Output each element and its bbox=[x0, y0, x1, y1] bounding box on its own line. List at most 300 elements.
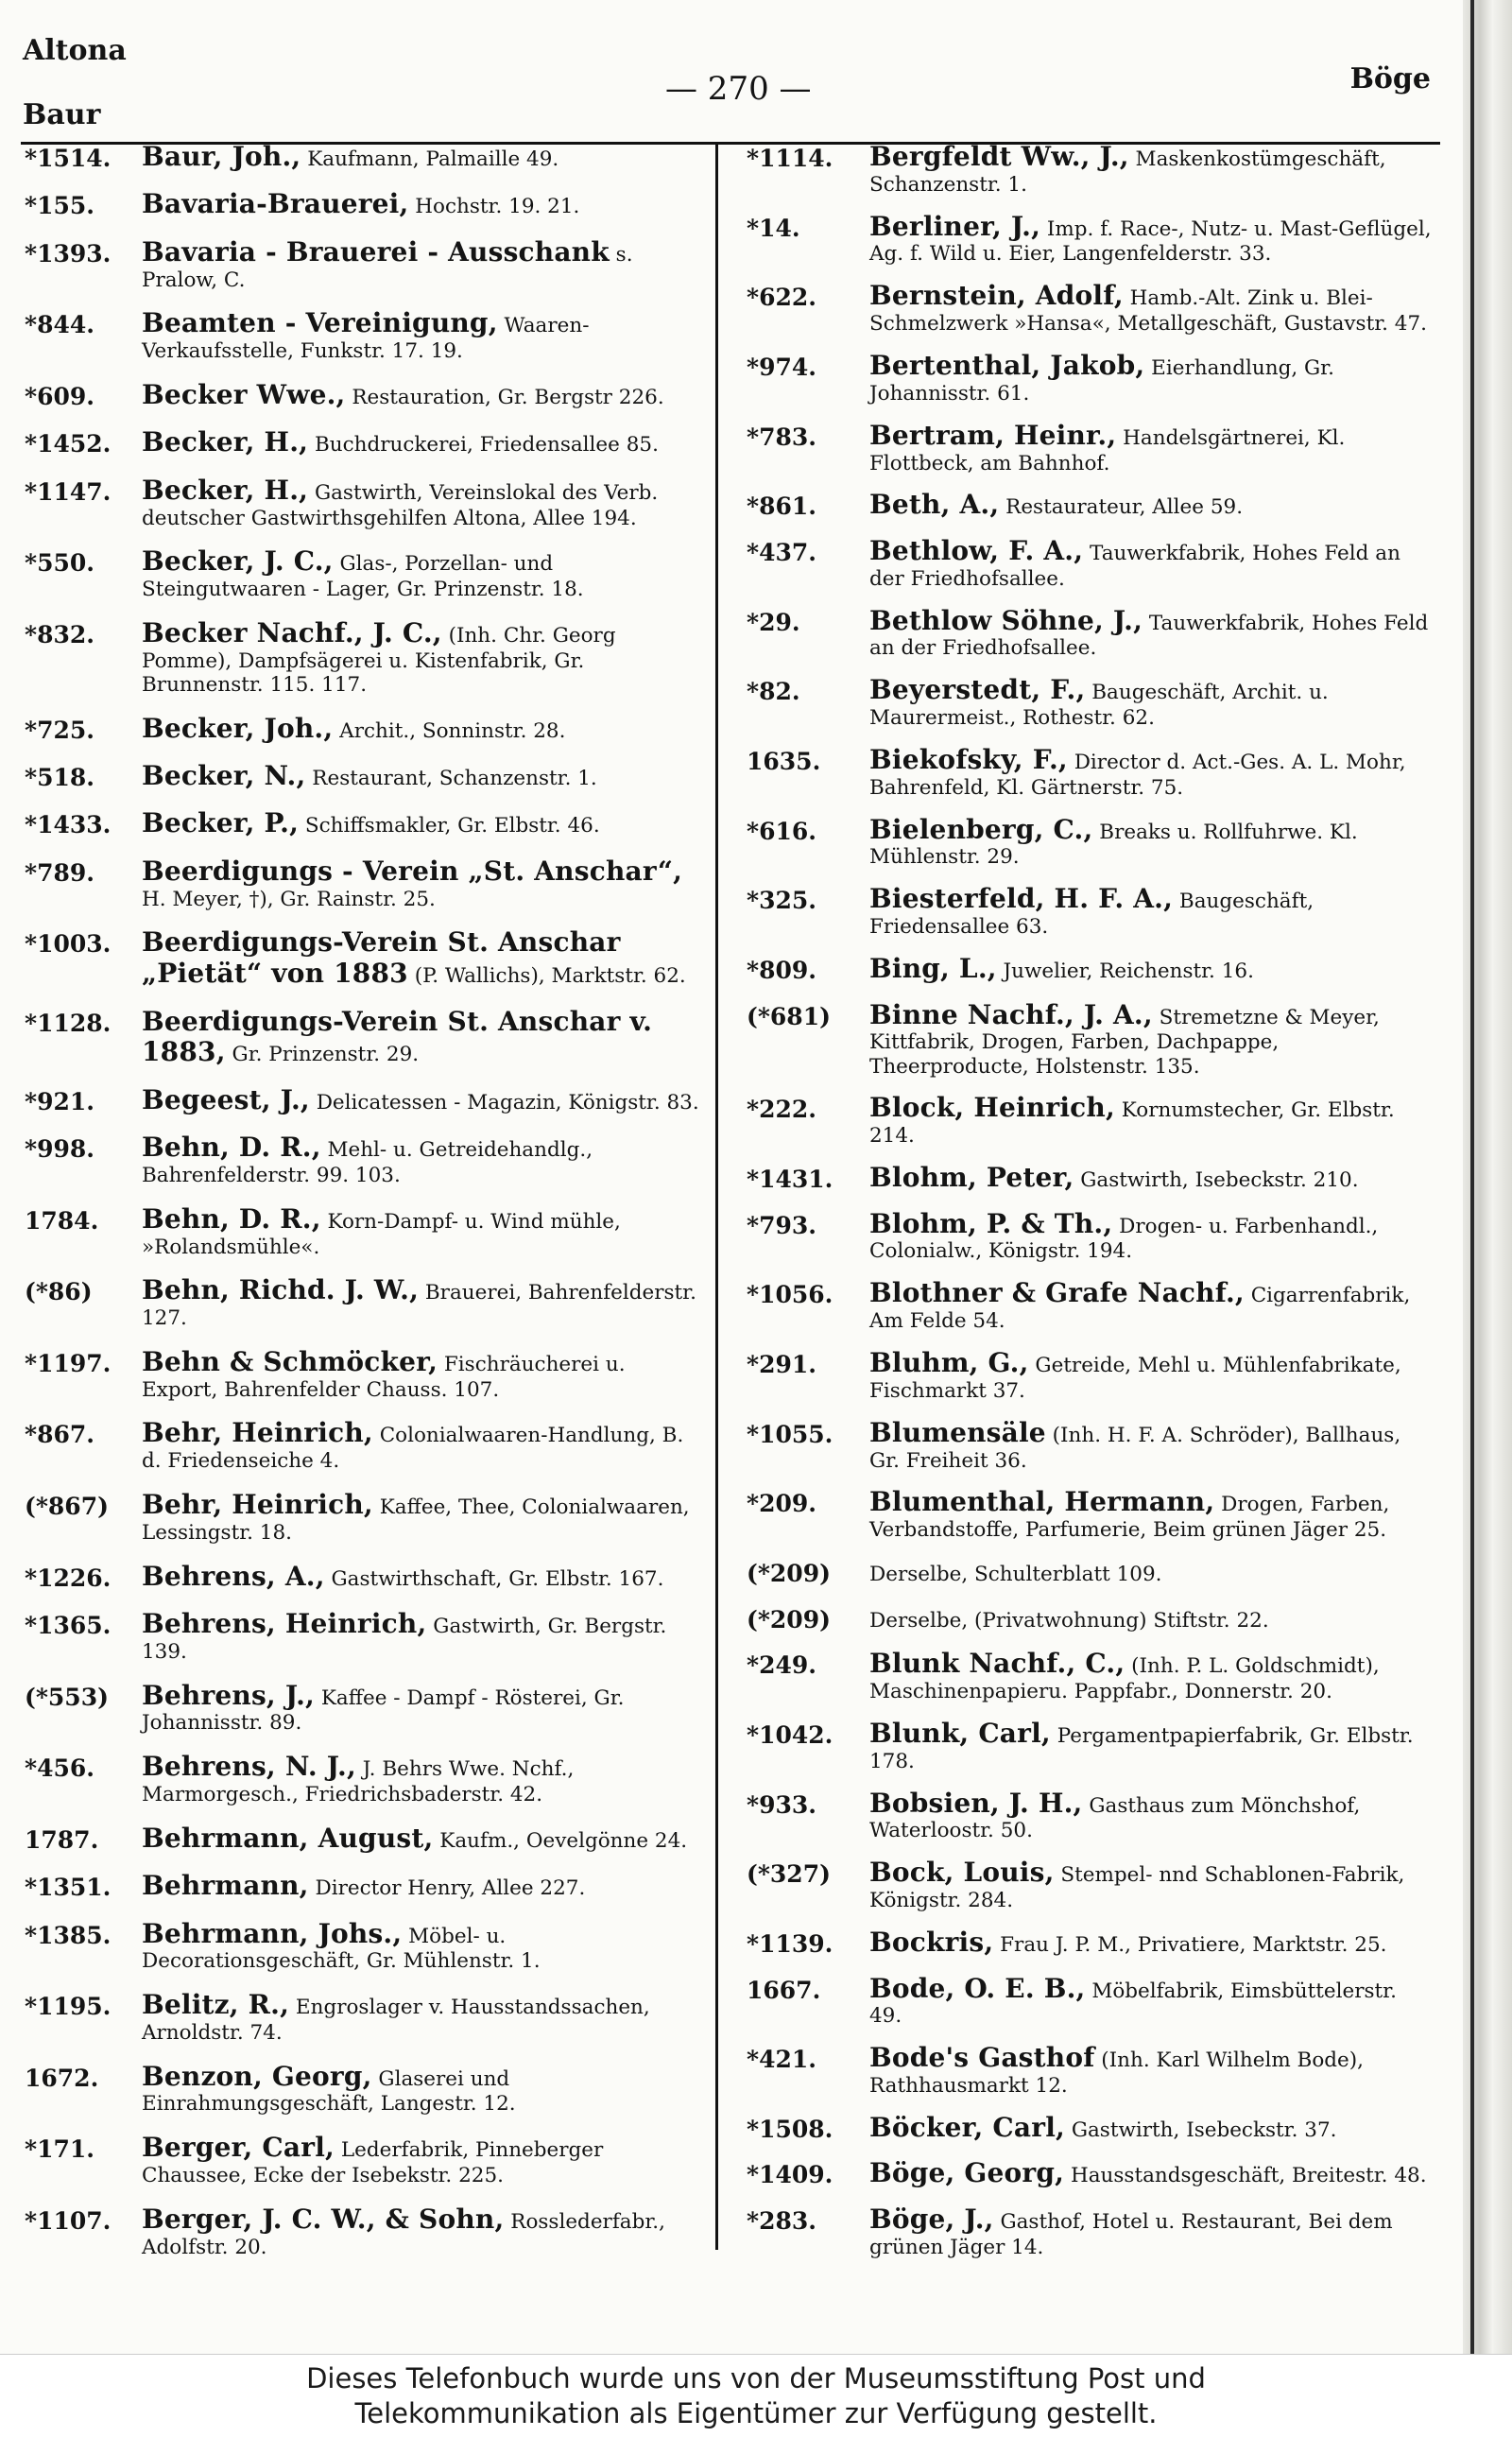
entry-name: Becker, Joh., bbox=[142, 712, 334, 744]
entry-name: Bethlow, F. A., bbox=[869, 534, 1084, 566]
entry-phone-number: *518. bbox=[25, 764, 94, 792]
entry-details: Stremetzne & Meyer, Kittfabrik, Drogen, Farben, Dachpappe, Theerproducte, Holstenstr. 135. bbox=[869, 1005, 1380, 1079]
entry-text bbox=[142, 1418, 707, 1473]
entry-name: Behrens, J., bbox=[142, 1679, 315, 1711]
directory-entry bbox=[747, 954, 1435, 985]
directory-entry bbox=[747, 1927, 1435, 1959]
entry-text bbox=[869, 1093, 1435, 1148]
entry-phone-number: (*209) bbox=[747, 1605, 831, 1633]
entry-details: Kaffee, Thee, Colonialwaaren, Lessingstr. 18. bbox=[142, 1495, 690, 1545]
entry-name: Beerdigungs-Verein St. Anschar „Pietät“ von 1883 bbox=[142, 926, 621, 990]
entry-text bbox=[869, 351, 1435, 406]
entry-text bbox=[142, 1871, 707, 1902]
entry-name: Bielenberg, C., bbox=[869, 813, 1093, 845]
entry-phone-number: (*86) bbox=[25, 1278, 93, 1306]
entry-name: Blohm, Peter, bbox=[869, 1162, 1074, 1194]
entry-text bbox=[142, 618, 707, 697]
entry-name: Beyerstedt, F., bbox=[869, 674, 1086, 706]
entry-text bbox=[869, 1927, 1435, 1959]
directory-entry bbox=[747, 1348, 1435, 1403]
entry-text bbox=[142, 808, 707, 839]
entry-phone-number: *1393. bbox=[25, 239, 112, 268]
directory-entry bbox=[25, 808, 707, 839]
entry-details: Möbel- u. Decorationsgeschäft, Gr. Mühlenstr. 1. bbox=[142, 1924, 541, 1974]
entry-details: Mehl- u. Getreidehandlg., Bahrenfelderstr. 99. 103. bbox=[142, 1138, 593, 1187]
entry-phone-number: *456. bbox=[25, 1754, 94, 1783]
entry-name: Beerdigungs-Verein St. Anschar v. 1883, bbox=[142, 1005, 653, 1068]
entry-text bbox=[869, 1974, 1435, 2029]
entry-text bbox=[869, 2113, 1435, 2144]
entry-details: Lederfabrik, Pinneberger Chaussee, Ecke der Isebekstr. 225. bbox=[142, 2138, 604, 2187]
entry-phone-number: 1635. bbox=[747, 748, 821, 776]
entry-details: Tauwerkfabrik, Hohes Feld an der Friedhofsallee. bbox=[869, 611, 1429, 661]
entry-text bbox=[142, 2062, 707, 2117]
entry-name: Blothner & Grafe Nachf., bbox=[869, 1277, 1245, 1309]
entry-details: Fischräucherei u. Export, Bahrenfelder Chauss. 107. bbox=[142, 1352, 626, 1402]
entry-phone-number: *1514. bbox=[25, 145, 112, 172]
entry-name: Bobsien, J. H., bbox=[869, 1787, 1083, 1819]
entry-details: Eierhandlung, Gr. Johannisstr. 61. bbox=[869, 356, 1334, 406]
entry-name: Bertram, Heinr., bbox=[869, 419, 1117, 451]
entry-name: Blohm, P. & Th., bbox=[869, 1207, 1113, 1239]
entry-phone-number: *82. bbox=[747, 678, 800, 706]
entry-phone-number: *844. bbox=[25, 311, 94, 339]
entry-details: (Inh. Karl Wilhelm Bode), Rathhausmarkt 12. bbox=[869, 2048, 1364, 2098]
entry-text bbox=[142, 427, 707, 458]
entry-phone-number: *550. bbox=[25, 549, 94, 578]
entry-details: Restaurant, Schanzenstr. 1. bbox=[305, 767, 597, 791]
entry-phone-number: *1197. bbox=[25, 1349, 112, 1377]
directory-entry bbox=[747, 1163, 1435, 1194]
entry-text bbox=[869, 1557, 1435, 1588]
entry-details: Delicatessen - Magazin, Königstr. 83. bbox=[309, 1090, 699, 1115]
entry-details: Derselbe, Schulterblatt 109. bbox=[869, 1563, 1162, 1587]
entry-text bbox=[142, 1085, 707, 1116]
directory-entry bbox=[747, 2113, 1435, 2144]
directory-entry bbox=[25, 427, 707, 458]
entry-text bbox=[142, 1609, 707, 1664]
entry-name: Böge, J., bbox=[869, 2204, 994, 2236]
entry-text bbox=[869, 1487, 1435, 1542]
entry-name: Bertenthal, Jakob, bbox=[869, 350, 1145, 382]
entry-name: Benzon, Georg, bbox=[142, 2060, 372, 2092]
directory-entry bbox=[747, 1603, 1435, 1634]
entry-text bbox=[142, 546, 707, 601]
entry-name: Behr, Heinrich, bbox=[142, 1417, 373, 1449]
entry-phone-number: *1107. bbox=[25, 2206, 112, 2235]
entry-name: Bavaria-Brauerei, bbox=[142, 188, 409, 220]
entry-name: Bode's Gasthof bbox=[869, 2042, 1095, 2074]
entry-phone-number: *325. bbox=[747, 887, 816, 915]
directory-entry bbox=[25, 1007, 707, 1069]
entry-text bbox=[869, 954, 1435, 985]
directory-entry bbox=[25, 1990, 707, 2045]
directory-entry bbox=[747, 1418, 1435, 1473]
entry-phone-number: *209. bbox=[747, 1490, 816, 1518]
entry-text bbox=[869, 675, 1435, 730]
entry-details: Baugeschäft, Archit. u. Maurermeist., Rothestr. 62. bbox=[869, 681, 1329, 731]
header-page-number: — 270 — bbox=[665, 70, 812, 108]
entry-name: Biesterfeld, H. F. A., bbox=[869, 883, 1174, 915]
entry-details: Juwelier, Reichenstr. 16. bbox=[996, 959, 1254, 984]
directory-entry bbox=[25, 237, 707, 292]
entry-details: Engroslager v. Hausstandssachen, Arnoldstr. 74. bbox=[142, 1996, 650, 2045]
entry-details: Derselbe, (Privatwohnung) Stiftstr. 22. bbox=[869, 1608, 1269, 1633]
entry-text bbox=[142, 761, 707, 792]
directory-entry bbox=[747, 2204, 1435, 2259]
entry-name: Becker, H., bbox=[142, 426, 309, 458]
entry-name: Behn, D. R., bbox=[142, 1202, 321, 1235]
entry-text bbox=[869, 1278, 1435, 1333]
entry-phone-number: *1147. bbox=[25, 477, 112, 506]
entry-details: Director d. Act.-Ges. A. L. Mohr, Bahrenfeld, Kl. Gärtnerstr. 75. bbox=[869, 751, 1406, 800]
entry-details: Gastwirth, Isebeckstr. 210. bbox=[1074, 1168, 1359, 1193]
entry-details: J. Behrs Wwe. Nchf., Marmorgesch., Friedrichsbaderstr. 42. bbox=[142, 1757, 575, 1806]
directory-entry bbox=[747, 884, 1435, 939]
entry-name: Block, Heinrich, bbox=[869, 1092, 1115, 1124]
entry-text bbox=[869, 1603, 1435, 1634]
directory-entry bbox=[747, 536, 1435, 591]
entry-details: Möbelfabrik, Eimsbüttelerstr. 49. bbox=[869, 1979, 1397, 2029]
directory-entry bbox=[25, 189, 707, 220]
entry-phone-number: (*681) bbox=[747, 1002, 831, 1030]
entry-details: Breaks u. Rollfuhrwe. Kl. Mühlenstr. 29. bbox=[869, 820, 1358, 870]
entry-phone-number: *1055. bbox=[747, 1420, 833, 1448]
entry-phone-number: *1508. bbox=[747, 2115, 833, 2143]
entry-name: Behn, D. R., bbox=[142, 1132, 321, 1164]
entry-text bbox=[869, 2204, 1435, 2259]
entry-name: Becker Nachf., J. C., bbox=[142, 616, 442, 648]
entry-name: Böge, Georg, bbox=[869, 2157, 1065, 2189]
entry-text bbox=[869, 745, 1435, 800]
directory-entry bbox=[25, 1562, 707, 1593]
entry-phone-number: *1003. bbox=[25, 930, 112, 959]
entry-details: Restauration, Gr. Bergstr 226. bbox=[345, 385, 664, 409]
directory-entry bbox=[25, 761, 707, 792]
entry-name: Beth, A., bbox=[869, 489, 1000, 521]
entry-phone-number: *789. bbox=[25, 858, 94, 887]
directory-entry bbox=[25, 380, 707, 411]
directory-entry bbox=[25, 475, 707, 530]
entry-name: Blunk, Carl, bbox=[869, 1717, 1051, 1749]
footer-line-2: Telekommunikation als Eigentümer zur Verfügung gestellt. bbox=[354, 2396, 1158, 2429]
entry-name: Berliner, J., bbox=[869, 210, 1041, 242]
entry-phone-number: *832. bbox=[25, 620, 94, 648]
entry-text bbox=[142, 1347, 707, 1402]
entry-name: Belitz, R., bbox=[142, 1989, 290, 2021]
entry-name: Bing, L., bbox=[869, 953, 997, 985]
entry-details: Buchdruckerei, Friedensallee 85. bbox=[308, 433, 659, 458]
entry-text bbox=[869, 1418, 1435, 1473]
entry-name: Biekofsky, F., bbox=[869, 744, 1068, 776]
entry-phone-number: *1042. bbox=[747, 1720, 833, 1749]
page-edge-line bbox=[1470, 0, 1474, 2354]
entry-phone-number: *14. bbox=[747, 214, 800, 242]
entry-text bbox=[142, 1132, 707, 1187]
entry-phone-number: *249. bbox=[747, 1651, 816, 1680]
header-range-from: Baur bbox=[23, 98, 101, 131]
entry-name: Becker, J. C., bbox=[142, 545, 334, 578]
directory-entry bbox=[747, 745, 1435, 800]
entry-phone-number: *1431. bbox=[747, 1166, 833, 1194]
entry-phone-number: (*867) bbox=[25, 1493, 109, 1521]
entry-details: Waaren-Verkaufsstelle, Funkstr. 17. 19. bbox=[142, 314, 590, 364]
directory-entry bbox=[747, 142, 1435, 197]
entry-text bbox=[869, 1719, 1435, 1773]
entry-phone-number: 1787. bbox=[25, 1825, 99, 1854]
entry-phone-number: *283. bbox=[747, 2207, 816, 2236]
entry-text bbox=[142, 1681, 707, 1736]
entry-details: Stempel- nnd Schablonen-Fabrik, Königstr. 284. bbox=[869, 1863, 1405, 1913]
entry-details: Restaurateur, Allee 59. bbox=[999, 495, 1244, 520]
entry-phone-number: *609. bbox=[25, 382, 94, 410]
entry-text bbox=[142, 1204, 707, 1259]
entry-text bbox=[142, 2204, 707, 2259]
entry-phone-number: *867. bbox=[25, 1421, 94, 1449]
entry-phone-number: *616. bbox=[747, 817, 816, 845]
entry-text bbox=[869, 884, 1435, 939]
directory-entry bbox=[25, 1490, 707, 1545]
entry-name: Böcker, Carl, bbox=[869, 2111, 1065, 2143]
directory-entry bbox=[747, 1278, 1435, 1333]
entry-phone-number: *1365. bbox=[25, 1612, 112, 1640]
entry-phone-number: *1056. bbox=[747, 1281, 833, 1309]
entry-details: Maskenkostümgeschäft, Schanzenstr. 1. bbox=[869, 147, 1386, 197]
entry-details: (Inh. P. L. Goldschmidt), Maschinenpapieru. Pappfabr., Donnerstr. 20. bbox=[869, 1654, 1380, 1703]
entry-name: Begeest, J., bbox=[142, 1083, 310, 1115]
entry-details: Getreide, Mehl u. Mühlenfabrikate, Fischmarkt 37. bbox=[869, 1354, 1401, 1403]
entry-details: H. Meyer, †), Gr. Rainstr. 25. bbox=[142, 887, 436, 911]
entry-name: Bergfeldt Ww., J., bbox=[869, 142, 1129, 172]
entry-phone-number: *1385. bbox=[25, 1921, 112, 1949]
entry-text bbox=[142, 237, 707, 292]
entry-phone-number: *1195. bbox=[25, 1993, 112, 2021]
entry-details: Korn-Dampf- u. Wind mühle, »Rolandsmühle«. bbox=[142, 1209, 621, 1259]
directory-entry bbox=[747, 1000, 1435, 1079]
directory-entry bbox=[747, 1974, 1435, 2029]
entry-details: Kaufm., Oevelgönne 24. bbox=[433, 1828, 688, 1853]
entry-name: Becker, H., bbox=[142, 474, 309, 506]
directory-entry bbox=[747, 351, 1435, 406]
directory-entry bbox=[25, 142, 707, 173]
entry-text bbox=[142, 189, 707, 220]
entry-text bbox=[142, 308, 707, 363]
entry-details: Hausstandsgeschäft, Breitestr. 48. bbox=[1064, 2164, 1427, 2188]
header-range-to: Böge bbox=[1349, 62, 1431, 95]
entry-text bbox=[142, 1562, 707, 1593]
entry-text bbox=[869, 1649, 1435, 1703]
directory-entry bbox=[747, 1487, 1435, 1542]
entry-name: Binne Nachf., J. A., bbox=[869, 998, 1153, 1030]
directory-entry bbox=[25, 1752, 707, 1806]
entry-name: Behn & Schmöcker, bbox=[142, 1345, 438, 1377]
entry-text bbox=[869, 421, 1435, 475]
entry-details: Gastwirth, Isebeckstr. 37. bbox=[1064, 2117, 1337, 2142]
entry-text bbox=[142, 927, 707, 990]
directory-entry bbox=[25, 308, 707, 363]
entry-phone-number: 1784. bbox=[25, 1206, 99, 1235]
directory-entry bbox=[747, 1858, 1435, 1912]
entry-phone-number: *933. bbox=[747, 1790, 816, 1819]
entry-name: Bethlow Söhne, J., bbox=[869, 604, 1143, 636]
directory-entry bbox=[25, 1275, 707, 1330]
directory-entry bbox=[25, 1132, 707, 1187]
directory-entry bbox=[747, 815, 1435, 870]
entry-phone-number: *998. bbox=[25, 1135, 94, 1164]
directory-entry bbox=[747, 421, 1435, 475]
directory-entry bbox=[25, 546, 707, 601]
entry-name: Berger, Carl, bbox=[142, 2132, 335, 2164]
left-column bbox=[25, 142, 707, 2259]
entry-text bbox=[869, 536, 1435, 591]
entry-name: Bavaria - Brauerei - Ausschank bbox=[142, 235, 610, 268]
directory-entry bbox=[747, 675, 1435, 730]
entry-phone-number: *222. bbox=[747, 1096, 816, 1124]
entry-text bbox=[142, 714, 707, 745]
entry-text bbox=[869, 1789, 1435, 1843]
entry-details: Kornumstecher, Gr. Elbstr. 214. bbox=[869, 1098, 1395, 1149]
entry-name: Behr, Heinrich, bbox=[142, 1489, 373, 1521]
directory-entry bbox=[747, 1209, 1435, 1264]
entry-details: Gr. Prinzenstr. 29. bbox=[225, 1043, 420, 1067]
entry-details: Brauerei, Bahrenfelderstr. 127. bbox=[142, 1281, 696, 1331]
entry-name: Berger, J. C. W., & Sohn, bbox=[142, 2203, 505, 2235]
entry-name: Behrmann, August, bbox=[142, 1822, 434, 1854]
entry-details: Glas-, Porzellan- und Steingutwaaren - Lager, Gr. Prinzenstr. 18. bbox=[142, 552, 584, 602]
entry-text bbox=[142, 1490, 707, 1545]
entry-name: Becker Wwe., bbox=[142, 378, 346, 410]
entry-details: Gasthof, Hotel u. Restaurant, Bei dem grünen Jäger 14. bbox=[869, 2210, 1393, 2259]
entry-text bbox=[869, 1858, 1435, 1912]
entry-details: Director Henry, Allee 227. bbox=[308, 1876, 586, 1901]
directory-entry bbox=[747, 490, 1435, 521]
entry-phone-number: *1139. bbox=[747, 1930, 833, 1958]
entry-phone-number: *809. bbox=[747, 957, 816, 985]
directory-entry bbox=[25, 1204, 707, 1259]
column-divider bbox=[715, 142, 718, 2250]
entry-text bbox=[142, 1823, 707, 1855]
entry-details: s. Pralow, C. bbox=[142, 242, 633, 292]
entry-details: Gastwirth, Vereinslokal des Verb. deutscher Gastwirthsgehilfen Altona, Allee 194. bbox=[142, 480, 659, 530]
entry-details: Hamb.-Alt. Zink u. Blei-Schmelzwerk »Hansa«, Metallgeschäft, Gustavstr. 47. bbox=[869, 286, 1427, 337]
directory-entry bbox=[747, 2158, 1435, 2189]
entry-details: (P. Wallichs), Marktstr. 62. bbox=[407, 964, 686, 989]
entry-text bbox=[142, 2133, 707, 2187]
entry-name: Behrmann, bbox=[142, 1870, 309, 1902]
entry-phone-number: (*209) bbox=[747, 1560, 831, 1588]
entry-phone-number: 1667. bbox=[747, 1976, 821, 2004]
entry-phone-number: *1351. bbox=[25, 1874, 112, 1902]
entry-text bbox=[142, 1275, 707, 1330]
directory-entry bbox=[747, 606, 1435, 661]
entry-name: Blumenthal, Hermann, bbox=[869, 1486, 1215, 1518]
directory-entry bbox=[25, 856, 707, 911]
entry-text bbox=[869, 1348, 1435, 1403]
entry-text bbox=[142, 475, 707, 530]
entry-name: Becker, N., bbox=[142, 760, 306, 792]
entry-details: Colonialwaaren-Handlung, B. d. Friedenseiche 4. bbox=[142, 1424, 684, 1474]
page-header bbox=[23, 28, 1431, 142]
directory-entry bbox=[25, 2062, 707, 2117]
entry-details: Frau J. P. M., Privatiere, Marktstr. 25. bbox=[993, 1933, 1387, 1957]
entry-phone-number: *793. bbox=[747, 1211, 816, 1239]
entry-details: Kaffee - Dampf - Rösterei, Gr. Johannisstr. 89. bbox=[142, 1685, 625, 1736]
entry-details: Cigarrenfabrik, Am Felde 54. bbox=[869, 1284, 1411, 1334]
entry-text bbox=[869, 815, 1435, 870]
entry-phone-number: *171. bbox=[25, 2135, 94, 2164]
entry-phone-number: *783. bbox=[747, 423, 816, 451]
directory-entry bbox=[25, 2204, 707, 2259]
entry-phone-number: *1409. bbox=[747, 2161, 833, 2189]
entry-phone-number: (*327) bbox=[747, 1860, 831, 1889]
entry-text bbox=[869, 281, 1435, 336]
entry-text bbox=[869, 606, 1435, 661]
entry-details: Drogen, Farben, Verbandstoffe, Parfumerie, Beim grünen Jäger 25. bbox=[869, 1493, 1390, 1543]
entry-name: Behrens, Heinrich, bbox=[142, 1608, 427, 1640]
entry-phone-number: *1128. bbox=[25, 1009, 112, 1037]
entry-phone-number: *291. bbox=[747, 1351, 816, 1379]
entry-phone-number: *421. bbox=[747, 2046, 816, 2074]
entry-text bbox=[142, 1007, 707, 1069]
entry-phone-number: 1672. bbox=[25, 2064, 99, 2092]
entry-details: Hochstr. 19. 21. bbox=[408, 195, 580, 219]
entry-name: Bluhm, G., bbox=[869, 1347, 1029, 1379]
directory-entry bbox=[747, 1649, 1435, 1703]
entry-details: Kaufmann, Palmaille 49. bbox=[301, 147, 559, 171]
entry-phone-number: *1114. bbox=[747, 145, 833, 172]
entry-name: Blunk Nachf., C., bbox=[869, 1648, 1125, 1680]
directory-entry bbox=[747, 2043, 1435, 2098]
entry-details: Imp. f. Race-, Nutz- u. Mast-Geflügel, Ag. f. Wild u. Eier, Langenfelderstr. 33. bbox=[869, 216, 1432, 267]
entry-details: Pergamentpapierfabrik, Gr. Elbstr. 178. bbox=[869, 1723, 1414, 1773]
entry-name: Bode, O. E. B., bbox=[869, 1972, 1086, 2004]
entry-phone-number: *1452. bbox=[25, 430, 112, 458]
entry-details: Drogen- u. Farbenhandl., Colonialw., Königstr. 194. bbox=[869, 1214, 1379, 1264]
directory-entry bbox=[25, 1609, 707, 1664]
header-city: Altona bbox=[23, 34, 127, 67]
entry-details: Handelsgärtnerei, Kl. Flottbeck, am Bahnhof. bbox=[869, 425, 1346, 475]
entry-phone-number: *861. bbox=[747, 493, 816, 521]
entry-phone-number: *974. bbox=[747, 354, 816, 382]
entry-details: Archit., Sonninstr. 28. bbox=[333, 718, 566, 743]
entry-details: (Inh. H. F. A. Schröder), Ballhaus, Gr. Freiheit 36. bbox=[869, 1423, 1401, 1473]
entry-phone-number: *437. bbox=[747, 538, 816, 566]
entry-phone-number: *29. bbox=[747, 608, 800, 636]
right-column bbox=[747, 142, 1435, 2259]
directory-entry bbox=[25, 1681, 707, 1736]
directory-entry bbox=[25, 927, 707, 990]
entry-phone-number: *1226. bbox=[25, 1564, 112, 1592]
entry-text bbox=[142, 856, 707, 911]
entry-details: Glaserei und Einrahmungsgeschäft, Langestr. 12. bbox=[142, 2066, 516, 2117]
entry-details: (Inh. Chr. Georg Pomme), Dampfsägerei u. Kistenfabrik, Gr. Brunnenstr. 115. 117. bbox=[142, 623, 616, 697]
entry-text bbox=[869, 212, 1435, 267]
entry-details: Rosslederfabr., Adolfstr. 20. bbox=[142, 2209, 665, 2259]
entry-text bbox=[869, 2043, 1435, 2098]
entry-phone-number: (*553) bbox=[25, 1683, 109, 1711]
entry-details: Baugeschäft, Friedensallee 63. bbox=[869, 890, 1314, 940]
entry-name: Beamten - Vereinigung, bbox=[142, 307, 498, 339]
entry-text bbox=[869, 1163, 1435, 1194]
directory-entry bbox=[747, 212, 1435, 267]
directory-entry bbox=[747, 1557, 1435, 1588]
entry-details: Schiffsmakler, Gr. Elbstr. 46. bbox=[299, 814, 600, 838]
entry-text bbox=[869, 1209, 1435, 1264]
directory-entry bbox=[25, 2133, 707, 2187]
directory-entry bbox=[25, 1418, 707, 1473]
entry-phone-number: *1433. bbox=[25, 811, 112, 839]
entry-details: Gasthaus zum Mönchshof, Waterloostr. 50. bbox=[869, 1793, 1361, 1843]
